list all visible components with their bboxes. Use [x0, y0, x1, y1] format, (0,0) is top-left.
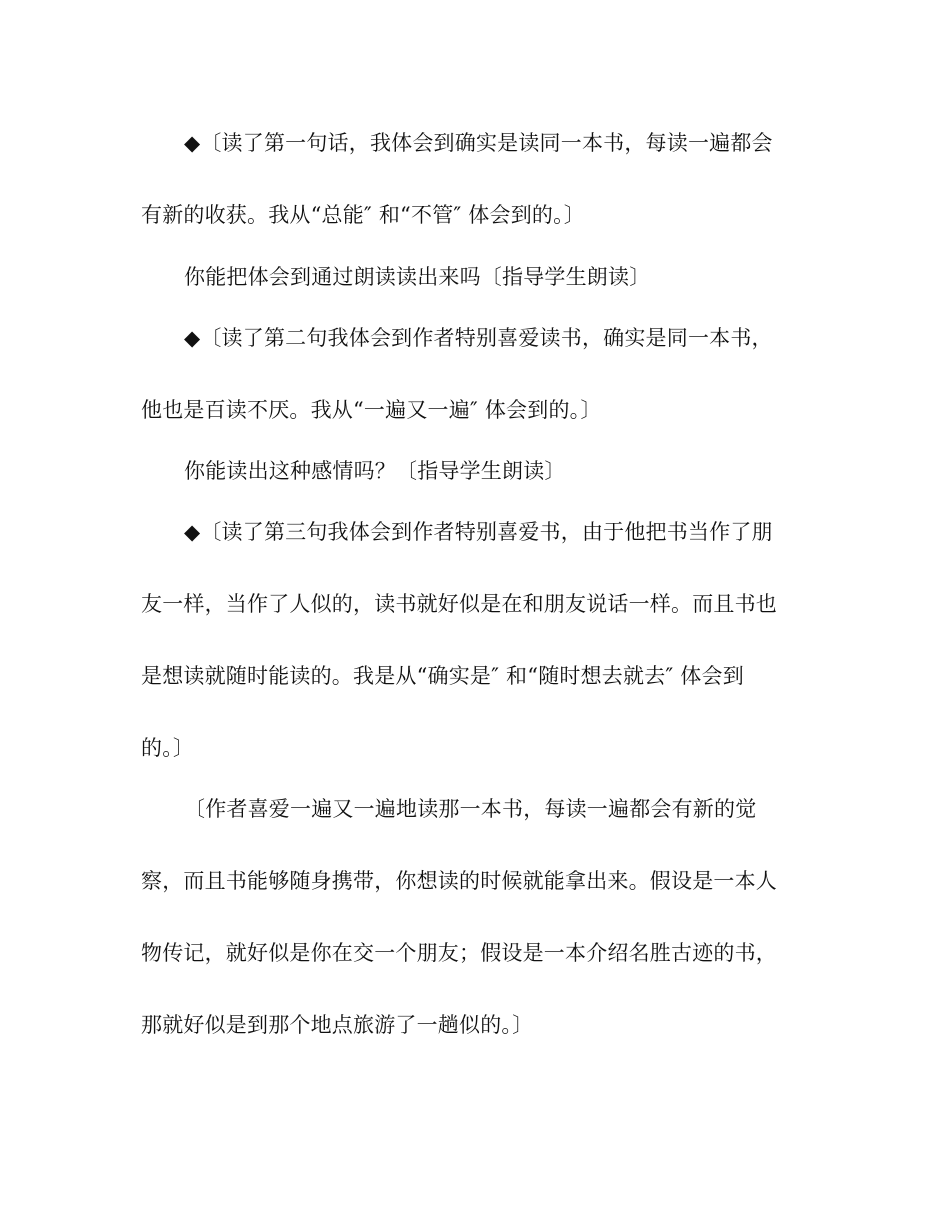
- paragraph-line: 友一样，当作了人似的，读书就好似是在和朋友说话一样。而且书也: [141, 592, 777, 616]
- paragraph-line: 你能读出这种感情吗？〔指导学生朗读〕: [184, 459, 566, 483]
- paragraph-line: 有新的收获。我从“总能″ 和“不管″ 体会到的。〕: [141, 203, 586, 227]
- paragraph-line: 那就好似是到那个地点旅游了一趟似的。〕: [141, 1013, 534, 1037]
- paragraph-line: ◆〔读了第三句我体会到作者特别喜爱书，由于他把书当作了朋: [184, 520, 773, 544]
- paragraph-line: 你能把体会到通过朗读读出来吗〔指导学生朗读〕: [184, 265, 651, 289]
- paragraph-line: 物传记，就好似是你在交一个朋友；假设是一本介绍名胜古迹的书，: [141, 941, 777, 965]
- paragraph-line: 察，而且书能够随身携带，你想读的时候就能拿出来。假设是一本人: [141, 869, 777, 893]
- paragraph-line: ◆〔读了第二句我体会到作者特别喜爱读书，确实是同一本书，: [184, 326, 773, 350]
- paragraph-line: ◆〔读了第一句话，我体会到确实是读同一本书，每读一遍都会: [184, 131, 773, 155]
- paragraph-line: 的。〕: [141, 736, 195, 760]
- paragraph-line: 是想读就随时能读的。我是从“确实是″ 和“随时想去就去″ 体会到: [141, 664, 744, 688]
- paragraph-line: 〔作者喜爱一遍又一遍地读那一本书，每读一遍都会有新的觉: [184, 797, 757, 821]
- paragraph-line: 他也是百读不厌。我从“一遍又一遍″ 体会到的。〕: [141, 398, 602, 422]
